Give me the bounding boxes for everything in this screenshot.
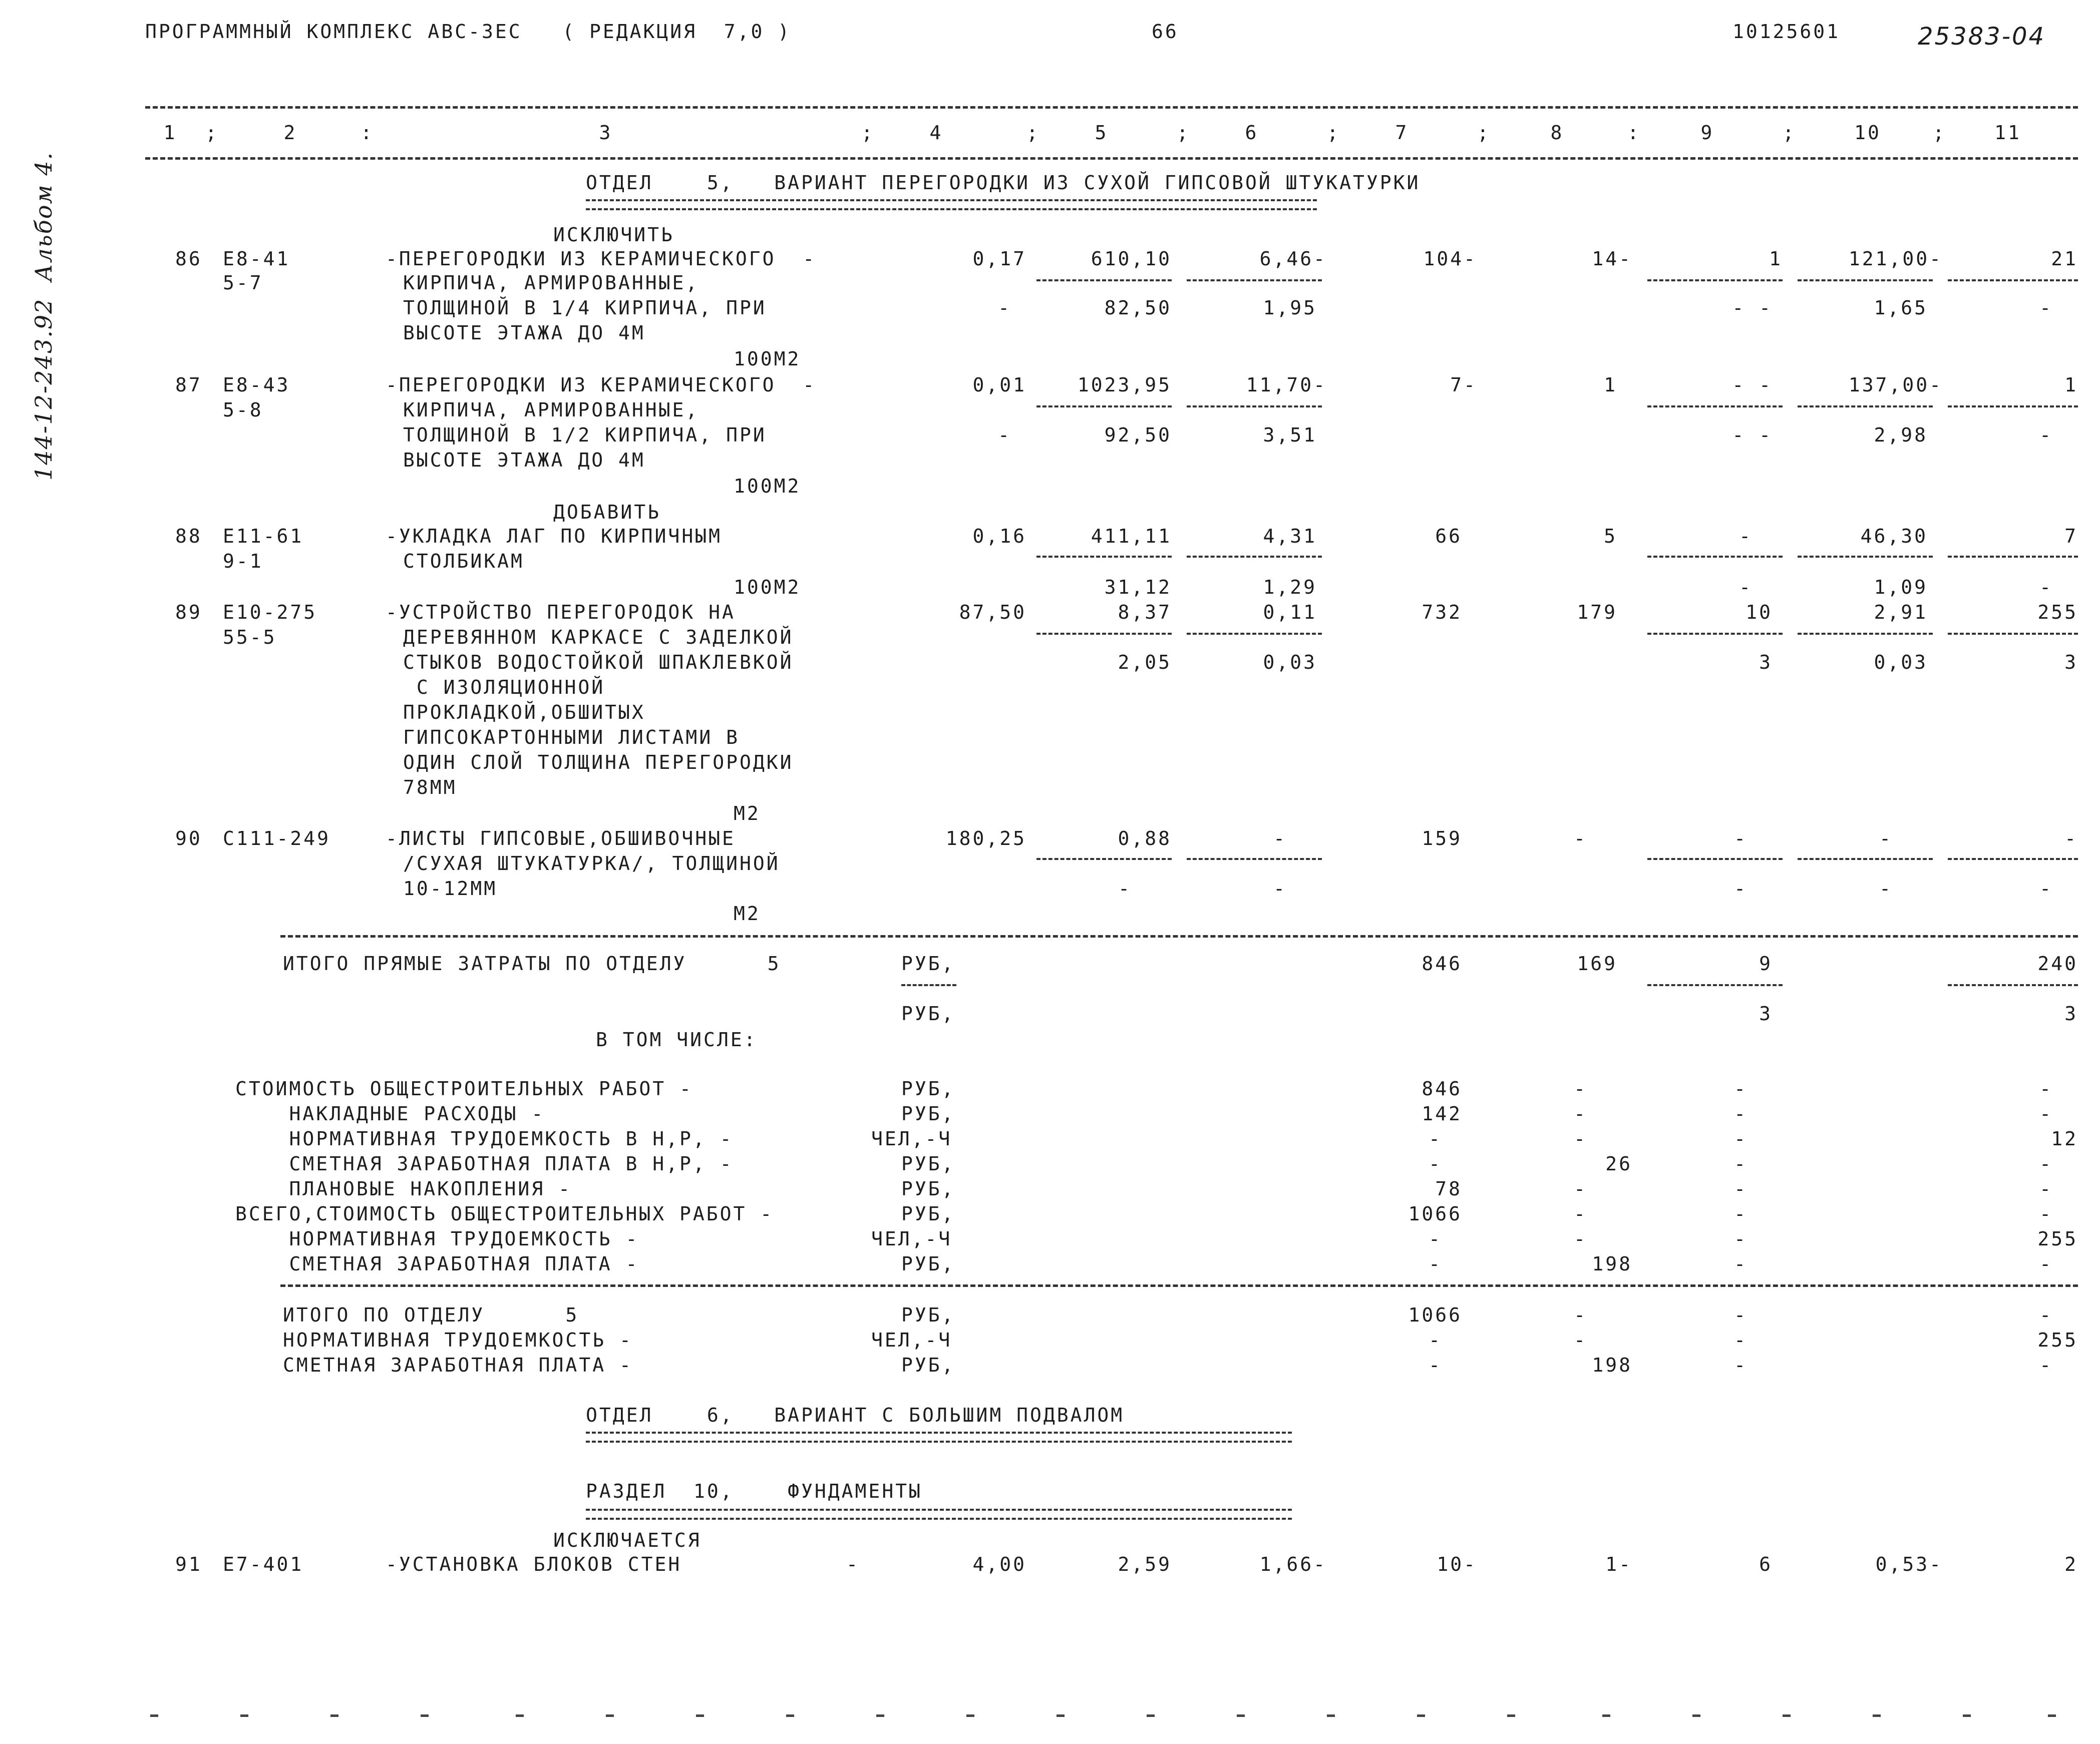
cell-col9: - (1734, 827, 1747, 849)
dept5-underline (586, 199, 1317, 210)
item-code: Е7-401 (223, 1553, 304, 1575)
cell-col8: - (1574, 1304, 1587, 1326)
breakdown-label: ВСЕГО,СТОИМОСТЬ ОБЩЕСТРОИТЕЛЬНЫХ РАБОТ - (235, 1203, 774, 1225)
cell-col7: 66 (1435, 525, 1462, 547)
col-6: 6 (1245, 122, 1259, 144)
item-code: С111-249 (223, 827, 331, 849)
exclude-label: ИСКЛЮЧИТЬ (553, 224, 674, 246)
unit-label: РУБ, (901, 1153, 955, 1175)
cell-col11: 21 (2051, 248, 2078, 270)
cell-col7: 1066 (1408, 1304, 1462, 1326)
cell-col7: - (1429, 1253, 1442, 1275)
cell-col10: 121,00- (1848, 248, 1943, 270)
quantity: 0,01 (972, 374, 1026, 396)
col-5: 5 (1095, 122, 1109, 144)
cell-col9-sub: 3 (1759, 1003, 1773, 1025)
cell-col8: 5 (1604, 525, 1617, 547)
desc-dash: - (846, 1553, 860, 1575)
item-sub: 9-1 (223, 550, 263, 572)
cell-col8: - (1574, 1178, 1587, 1200)
dept5-title: ОТДЕЛ 5, ВАРИАНТ ПЕРЕГОРОДКИ ИЗ СУХОЙ ГИПСОВОЙ ШТУКАТУРКИ (586, 172, 1421, 194)
col-8: 8 (1550, 122, 1564, 144)
cell-col8: 198 (1592, 1354, 1632, 1376)
cell-col6-sub: 1,95 (1263, 297, 1317, 319)
cell-col10: 137,00- (1848, 374, 1943, 396)
cell-col7: - (1429, 1228, 1442, 1250)
cell-col9: - (1734, 1103, 1747, 1125)
col-3: 3 (599, 122, 613, 144)
cell-col9: - (1734, 1253, 1747, 1275)
cell-col11: - (2039, 1153, 2053, 1175)
quantity-sub: - (998, 424, 1011, 446)
dept-total-rule (280, 1284, 2078, 1287)
desc-line: -ПЕРЕГОРОДКИ ИЗ КЕРАМИЧЕСКОГО - (386, 248, 817, 270)
unit-label: ЧЕЛ,-Ч (871, 1228, 952, 1250)
cell-col11: 240 (2037, 953, 2078, 975)
desc-line: ТОЛЩИНОЙ В 1/2 КИРПИЧА, ПРИ (403, 424, 767, 446)
cell-col9: - (1739, 525, 1753, 547)
document-number: 25383-04 (1918, 23, 2046, 51)
section-title: РАЗДЕЛ 10, ФУНДАМЕНТЫ (586, 1480, 922, 1502)
quantity-sub: - (998, 297, 1011, 319)
desc-line: ТОЛЩИНОЙ В 1/4 КИРПИЧА, ПРИ (403, 297, 767, 319)
cell-col11-sub: - (2039, 297, 2053, 319)
unit-label: РУБ, (901, 1178, 955, 1200)
cell-col9-sub: - - (1732, 424, 1773, 446)
cell-col5: 8,37 (1118, 601, 1172, 623)
cell-col7: 104- (1423, 248, 1477, 270)
cell-col8: - (1574, 1103, 1587, 1125)
desc-line: СТЫКОВ ВОДОСТОЙКОЙ ШПАКЛЕВКОЙ (403, 651, 794, 673)
breakdown-label: ПЛАНОВЫЕ НАКОПЛЕНИЯ - (235, 1178, 572, 1200)
cell-col5-sub: 82,50 (1104, 297, 1172, 319)
cell-col9: - (1734, 1228, 1747, 1250)
cell-col9: 1 (1769, 248, 1783, 270)
col-10: 10 (1854, 122, 1881, 144)
cell-col11: 255 (2037, 1329, 2078, 1351)
cell-col11: - (2039, 1103, 2053, 1125)
cell-col7: - (1429, 1153, 1442, 1175)
desc-line: 78ММ (403, 776, 457, 798)
section-underline (586, 1509, 1292, 1520)
item-sub: 5-7 (223, 272, 263, 294)
breakdown-label: СТОИМОСТЬ ОБЩЕСТРОИТЕЛЬНЫХ РАБОТ - (235, 1078, 693, 1100)
cell-col7: - (1429, 1329, 1442, 1351)
cell-col7: 7- (1450, 374, 1477, 396)
cell-col10-sub: 1,09 (1874, 576, 1928, 598)
add-label: ДОБАВИТЬ (553, 501, 661, 523)
cell-col11: 255 (2037, 1228, 2078, 1250)
unit-label: М2 (734, 903, 761, 925)
desc-line: КИРПИЧА, АРМИРОВАННЫЕ, (403, 272, 699, 294)
desc-line: ОДИН СЛОЙ ТОЛЩИНА ПЕРЕГОРОДКИ (403, 751, 794, 773)
cell-col9: - (1734, 1354, 1747, 1376)
unit-label: РУБ, (901, 953, 955, 975)
cell-col9: - (1734, 1078, 1747, 1100)
desc-line: -ЛИСТЫ ГИПСОВЫЕ,ОБШИВОЧНЫЕ (386, 827, 736, 849)
cell-col11: 2 (2064, 1553, 2078, 1575)
desc-line: /СУХАЯ ШТУКАТУРКА/, ТОЛЩИНОЙ (403, 852, 780, 875)
cell-col7: 846 (1422, 953, 1462, 975)
excluded-label: ИСКЛЮЧАЕТСЯ (553, 1529, 702, 1551)
cell-col8: 1 (1604, 374, 1617, 396)
item-code: Е8-43 (223, 374, 290, 396)
cell-col5-sub: 2,05 (1118, 651, 1172, 673)
cell-col11: - (2064, 827, 2078, 849)
item-code: Е8-41 (223, 248, 290, 270)
unit-label: РУБ, (901, 1354, 955, 1376)
desc-line: СТОЛБИКАМ (403, 550, 524, 572)
cell-col5: 0,88 (1118, 827, 1172, 849)
cell-col6: 4,31 (1263, 525, 1317, 547)
cell-col7: 846 (1422, 1078, 1462, 1100)
cell-col10-sub: 2,98 (1874, 424, 1928, 446)
unit-label: РУБ, (901, 1203, 955, 1225)
cell-col9: - (1734, 1128, 1747, 1150)
cell-col11: - (2039, 1304, 2053, 1326)
cell-col6-sub: - (1273, 878, 1287, 900)
cell-col6-sub: 3,51 (1263, 424, 1317, 446)
cell-col11: - (2039, 1078, 2053, 1100)
cell-col5: 1023,95 (1077, 374, 1172, 396)
unit-label: 100М2 (734, 576, 801, 598)
cell-col11: - (2039, 1253, 2053, 1275)
program-header: ПРОГРАММНЫЙ КОМПЛЕКС АВС-ЗЕС ( РЕДАКЦИЯ 7,0 ) (145, 21, 792, 43)
cell-col9: 10 (1745, 601, 1773, 623)
item-sub: 55-5 (223, 626, 277, 648)
cell-col9: 9 (1759, 953, 1773, 975)
cell-col9: 6 (1759, 1553, 1773, 1575)
cell-col5: 2,59 (1118, 1553, 1172, 1575)
cell-col11-sub: - (2039, 424, 2053, 446)
cell-col10-sub: - (1879, 878, 1893, 900)
cell-col11-sub: 3 (2064, 1003, 2078, 1025)
desc-line: С ИЗОЛЯЦИОННОЙ (403, 676, 605, 698)
cell-col6: 11,70- (1246, 374, 1327, 396)
cell-col10: 2,91 (1874, 601, 1928, 623)
item-no: 89 (175, 601, 202, 623)
cell-col5-sub: - (1118, 878, 1132, 900)
col-2: 2 (283, 122, 297, 144)
unit-label: 100М2 (734, 475, 801, 497)
cell-col9-sub: 3 (1759, 651, 1773, 673)
item-code: Е11-61 (223, 525, 304, 547)
breakdown-label: СМЕТНАЯ ЗАРАБОТНАЯ ПЛАТА - (235, 1253, 639, 1275)
dept6-underline (586, 1432, 1292, 1443)
cell-col11: 1 (2064, 374, 2078, 396)
col-4: 4 (929, 122, 943, 144)
cell-col8: 14- (1592, 248, 1632, 270)
cell-col6: 6,46- (1259, 248, 1327, 270)
cell-col8: 1- (1605, 1553, 1632, 1575)
cell-col8: 198 (1592, 1253, 1632, 1275)
unit-label: РУБ, (901, 1103, 955, 1125)
cell-col11-sub: - (2039, 878, 2053, 900)
desc-line: -УСТАНОВКА БЛОКОВ СТЕН (386, 1553, 682, 1575)
item-no: 90 (175, 827, 202, 849)
cell-col9: - (1734, 1178, 1747, 1200)
cell-col5-sub: 31,12 (1104, 576, 1172, 598)
unit-label: РУБ, (901, 1253, 955, 1275)
cell-col11-sub: - (2039, 576, 2053, 598)
breakdown-label: НОРМАТИВНАЯ ТРУДОЕМКОСТЬ - (235, 1228, 639, 1250)
direct-total-label: ИТОГО ПРЯМЫЕ ЗАТРАТЫ ПО ОТДЕЛУ 5 (283, 953, 781, 975)
cell-col11: - (2039, 1203, 2053, 1225)
cell-col11: 255 (2037, 601, 2078, 623)
desc-line: -УКЛАДКА ЛАГ ПО КИРПИЧНЫМ (386, 525, 722, 547)
desc-line: ПРОКЛАДКОЙ,ОБШИТЫХ (403, 701, 645, 723)
cell-col8: - (1574, 1128, 1587, 1150)
cell-col10: 46,30 (1860, 525, 1928, 547)
quantity: 180,25 (945, 827, 1026, 849)
cell-col9: - (1734, 1203, 1747, 1225)
cell-col5-sub: 92,50 (1104, 424, 1172, 446)
totals-rule (280, 935, 2078, 938)
cell-col7: 732 (1422, 601, 1462, 623)
item-no: 91 (175, 1553, 202, 1575)
cell-col7: 10- (1437, 1553, 1477, 1575)
cell-col11: 7 (2064, 525, 2078, 547)
cell-col10: 0,53- (1875, 1553, 1943, 1575)
cell-col8: - (1574, 1203, 1587, 1225)
cell-col6: 1,66- (1259, 1553, 1327, 1575)
cell-col11: 12 (2051, 1128, 2078, 1150)
cell-col9: - (1734, 1329, 1747, 1351)
cell-col9-sub: - (1739, 576, 1753, 598)
cell-col6-sub: 1,29 (1263, 576, 1317, 598)
cell-col5: 610,10 (1091, 248, 1172, 270)
cell-col6-sub: 0,03 (1263, 651, 1317, 673)
cell-col8: - (1574, 1329, 1587, 1351)
page-number: 66 (1152, 21, 1179, 43)
cell-col6: 0,11 (1263, 601, 1317, 623)
item-sub: 5-8 (223, 399, 263, 421)
document-page: ПРОГРАММНЫЙ КОМПЛЕКС АВС-ЗЕС ( РЕДАКЦИЯ 7,0 ) 66 10125601 25383-04 144-12-243.92 Альбом 4. 1 ; 2 : 3 ; 4 ; 5 ; 6 ; 7 ; 8 : 9 ; 10 ; 11 ОТДЕЛ 5, ВАРИАНТ ПЕРЕГОРОДКИ ИЗ СУХОЙ ГИПСОВОЙ ШТУКАТУРКИ ИСКЛЮЧИТЬ 86 Е8-41 5-7 -ПЕРЕГОРОДКИ ИЗ КЕРАМИЧЕСКОГО - КИРПИЧА, АРМИРОВАННЫЕ, ТОЛЩИНОЙ В 1/4 КИРПИЧА, ПРИ ВЫСОТЕ ЭТАЖА ДО 4М 100М2 0,17 - 610,10 82,50 6,46- 1,95 104- 14- 1 - - 121,00- 1,65 21 - 87 Е8-43 5-8 -ПЕРЕГОРОДКИ ИЗ КЕРАМИЧЕСКОГО - КИРПИЧА, АРМИРОВАННЫЕ, ТОЛЩИНОЙ В 1/2 КИРПИЧА, ПРИ ВЫСОТЕ ЭТАЖА ДО 4М 100М2 0,01 - 1023,95 92,50 11,70- 3,51 7- 1 - - - - 137,00- 2,98 1 - ДОБАВИТЬ 88 Е11-61 9-1 -УКЛАДКА ЛАГ ПО КИРПИЧНЫМ СТОЛБИКАМ 100М2 0,16 411,11 31,12 4,31 1,29 66 5 - - 46,30 1,09 7 - 89 Е10-275 55-5 -УСТРОЙСТВО ПЕРЕГОРОДОК НА ДЕРЕВЯННОМ КАРКАСЕ С ЗАДЕЛКОЙ СТЫКОВ ВОДОСТОЙКОЙ ШПАКЛЕВКОЙ С ИЗОЛЯЦИОННОЙ ПРОКЛАДКОЙ,ОБШИТЫХ ГИПСОКАРТОННЫМИ ЛИСТАМИ В ОДИН СЛОЙ ТОЛЩИНА ПЕРЕГОРОДКИ 78ММ М2 87,50 8,37 2,05 0,11 0,03 732 179 10 3 2,91 0,03 255 3 90 С111-249 -ЛИСТЫ ГИПСОВЫЕ,ОБШИВОЧНЫЕ /СУХАЯ ШТУКАТУРКА/, ТОЛЩИНОЙ 10-12ММ М2 180,25 0,88 - - - 159 - - - - - - - ИТОГО ПРЯМЫЕ ЗАТРАТЫ ПО ОТДЕЛУ 5 РУБ, РУБ, 846 169 9 3 240 3 В ТОМ ЧИСЛЕ: СТОИМОСТЬ ОБЩЕСТРОИТЕЛЬНЫХ РАБОТ - РУБ, 846 - - - НАКЛАДНЫЕ РАСХОДЫ - РУБ, 142 - - - НОРМАТИВНАЯ ТРУДОЕМКОСТЬ В Н,Р, - ЧЕЛ,-Ч - - - 12 СМЕТНАЯ ЗАРАБОТНАЯ ПЛАТА В Н,Р, - РУБ, - 26 - - ПЛАНОВЫЕ НАКОПЛЕНИЯ - РУБ, 78 - - - ВСЕГО,СТОИМОСТЬ ОБЩЕСТРОИТЕЛЬНЫХ РАБОТ - РУБ, 1066 - - - НОРМАТИВНАЯ ТРУДОЕМКОСТЬ - ЧЕЛ,-Ч - - - 255 СМЕТНАЯ ЗАРАБОТНАЯ ПЛАТА - РУБ, - 198 - - ИТОГО ПО ОТДЕЛУ 5 РУБ, 1066 - - - НОРМАТИВНАЯ ТРУДОЕМКОСТЬ - ЧЕЛ,-Ч - - - 255 СМЕТНАЯ ЗАРАБОТНАЯ ПЛАТА - РУБ, - 198 - - ОТДЕЛ 6, ВАРИАНТ С БОЛЬШИМ ПОДВАЛОМ РАЗДЕЛ 10, ФУНДАМЕНТЫ ИСКЛЮЧАЕТСЯ 91 Е7-401 -УСТАНОВКА БЛОКОВ СТЕН - 4,00 2,59 1,66- 10- 1- 6 0,53- 2 (0, 0, 2100, 1744)
cell-col10-sub: 1,65 (1874, 297, 1928, 319)
cell-col7: - (1429, 1128, 1442, 1150)
dept6-title: ОТДЕЛ 6, ВАРИАНТ С БОЛЬШИМ ПОДВАЛОМ (586, 1404, 1125, 1426)
desc-line: 10-12ММ (403, 878, 498, 900)
unit-label: ЧЕЛ,-Ч (871, 1329, 952, 1351)
cell-col11-sub: 3 (2064, 651, 2078, 673)
cell-col7: 142 (1422, 1103, 1462, 1125)
dept-total-label: ИТОГО ПО ОТДЕЛУ 5 (283, 1304, 579, 1326)
header-top-rule (145, 106, 2078, 109)
cell-col7: 78 (1435, 1178, 1462, 1200)
breakdown-label: НОРМАТИВНАЯ ТРУДОЕМКОСТЬ В Н,Р, - (235, 1128, 734, 1150)
cell-col8: - (1574, 1078, 1587, 1100)
unit-label: М2 (734, 802, 761, 824)
cell-col10: - (1879, 827, 1893, 849)
header-bottom-rule (145, 157, 2078, 160)
unit-label: РУБ, (901, 1003, 955, 1025)
desc-line: -ПЕРЕГОРОДКИ ИЗ КЕРАМИЧЕСКОГО - (386, 374, 817, 396)
unit-label: 100М2 (734, 348, 801, 370)
cell-col8: 179 (1577, 601, 1617, 623)
cell-col9-sub: - (1734, 878, 1747, 900)
cell-col5: 411,11 (1091, 525, 1172, 547)
doc-code: 10125601 (1732, 21, 1841, 43)
quantity: 0,16 (972, 525, 1026, 547)
quantity: 87,50 (959, 601, 1026, 623)
cell-col6: - (1273, 827, 1287, 849)
cell-col9: - (1734, 1153, 1747, 1175)
cell-col7: 159 (1422, 827, 1462, 849)
cell-col8: - (1574, 1228, 1587, 1250)
cell-col9-sub: - - (1732, 297, 1773, 319)
col-1: 1 (163, 122, 177, 144)
col-11: 11 (1994, 122, 2021, 144)
cell-col10-sub: 0,03 (1874, 651, 1928, 673)
col-7: 7 (1395, 122, 1409, 144)
breakdown-label: НАКЛАДНЫЕ РАСХОДЫ - (235, 1103, 545, 1125)
item-code: Е10-275 (223, 601, 317, 623)
item-no: 88 (175, 525, 202, 547)
dept-total-label: СМЕТНАЯ ЗАРАБОТНАЯ ПЛАТА - (283, 1354, 633, 1376)
cell-col7: - (1429, 1354, 1442, 1376)
album-side-note: 144-12-243.92 Альбом 4. (30, 151, 57, 481)
col-9: 9 (1700, 122, 1714, 144)
cell-col7: 1066 (1408, 1203, 1462, 1225)
cell-col11: - (2039, 1178, 2053, 1200)
desc-line: ВЫСОТЕ ЭТАЖА ДО 4М (403, 322, 645, 344)
cell-col8: 169 (1577, 953, 1617, 975)
desc-line: КИРПИЧА, АРМИРОВАННЫЕ, (403, 399, 699, 421)
desc-line: -УСТРОЙСТВО ПЕРЕГОРОДОК НА (386, 601, 736, 623)
item-no: 86 (175, 248, 202, 270)
desc-line: ДЕРЕВЯННОМ КАРКАСЕ С ЗАДЕЛКОЙ (403, 626, 794, 648)
quantity: 0,17 (972, 248, 1026, 270)
item-no: 87 (175, 374, 202, 396)
cell-col8: 26 (1605, 1153, 1632, 1175)
cell-col11: - (2039, 1354, 2053, 1376)
cell-col9: - - (1732, 374, 1773, 396)
dept-total-label: НОРМАТИВНАЯ ТРУДОЕМКОСТЬ - (283, 1329, 633, 1351)
quantity: 4,00 (972, 1553, 1026, 1575)
unit-label: РУБ, (901, 1078, 955, 1100)
desc-line: ВЫСОТЕ ЭТАЖА ДО 4М (403, 449, 645, 471)
unit-label: РУБ, (901, 1304, 955, 1326)
cell-col9: - (1734, 1304, 1747, 1326)
including-label: В ТОМ ЧИСЛЕ: (596, 1029, 758, 1051)
cell-col8: - (1574, 827, 1587, 849)
breakdown-label: СМЕТНАЯ ЗАРАБОТНАЯ ПЛАТА В Н,Р, - (235, 1153, 734, 1175)
unit-label: ЧЕЛ,-Ч (871, 1128, 952, 1150)
desc-line: ГИПСОКАРТОННЫМИ ЛИСТАМИ В (403, 726, 740, 748)
